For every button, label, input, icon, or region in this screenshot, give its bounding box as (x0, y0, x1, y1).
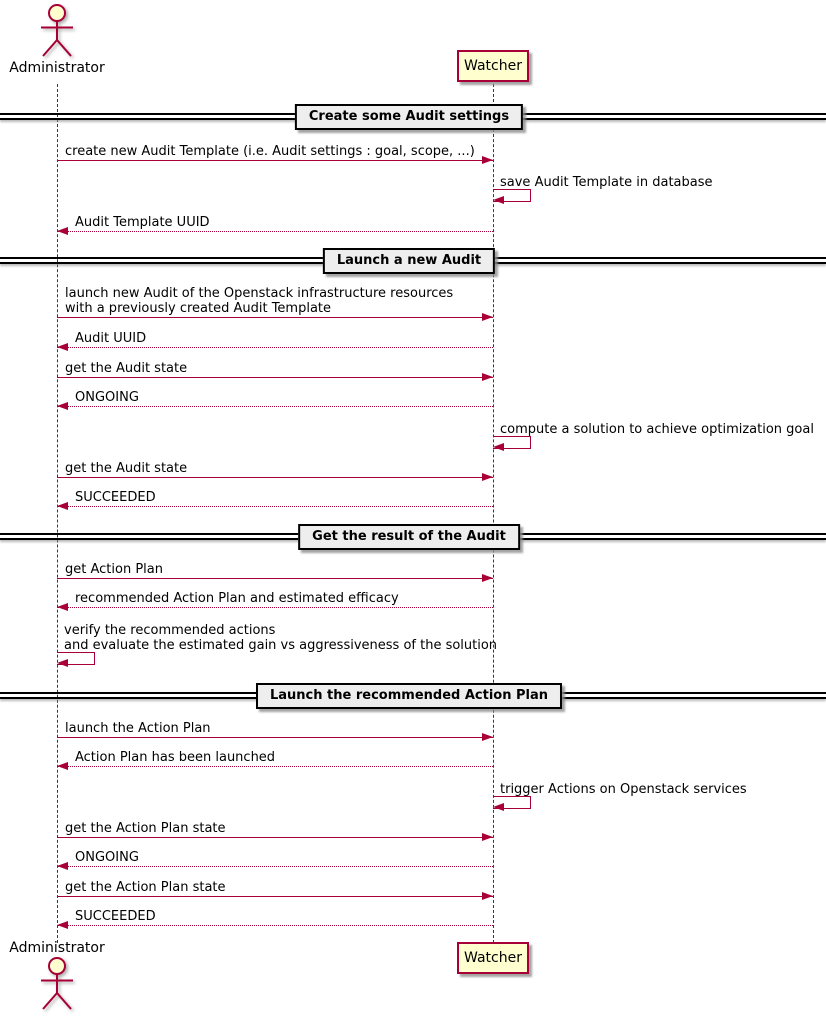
message-label (65, 461, 187, 476)
message-label (65, 144, 475, 159)
divider-title (295, 104, 523, 130)
message-text-line: save Audit Template in database (500, 175, 713, 190)
message-label (65, 361, 187, 376)
message-line (57, 896, 493, 897)
divider-title (323, 248, 495, 274)
message-label (75, 850, 139, 865)
self-message-label (500, 782, 747, 797)
message-label (75, 390, 139, 405)
arrow-left-icon (57, 343, 68, 351)
message-text-line: SUCCEEDED (75, 490, 156, 505)
actor-administrator-bottom (0, 941, 117, 1014)
message-label (65, 286, 453, 316)
divider-title (298, 524, 520, 550)
message-text-line: ONGOING (75, 850, 139, 865)
actor-administrator-top (0, 3, 117, 76)
message-text-line: launch the Action Plan (65, 721, 211, 736)
arrow-left-icon (57, 862, 68, 870)
participant-label: Watcher (464, 950, 522, 966)
participant-label: Watcher (464, 58, 522, 74)
message-text-line: and evaluate the estimated gain vs aggressiveness of the solution (64, 638, 498, 653)
arrow-left-icon (57, 227, 68, 235)
message-label (75, 215, 210, 230)
arrow-right-icon (482, 313, 493, 321)
message-label (65, 880, 226, 895)
message-line (57, 607, 493, 608)
message-line (57, 317, 493, 318)
self-message-label (64, 623, 497, 653)
arrow-right-icon (482, 892, 493, 900)
arrow-left-icon (57, 659, 68, 667)
arrow-right-icon (482, 373, 493, 381)
message-line (57, 477, 493, 478)
actor-stick-figure-icon (34, 3, 80, 61)
message-text-line: get the Audit state (65, 361, 188, 376)
message-line (57, 737, 493, 738)
arrow-left-icon (57, 402, 68, 410)
arrow-right-icon (482, 473, 493, 481)
participant-watcher-bottom (457, 942, 529, 974)
arrow-left-icon (57, 502, 68, 510)
message-text-line: get the Action Plan state (65, 821, 226, 836)
arrow-left-icon (493, 196, 504, 204)
self-message-label (500, 422, 814, 437)
arrow-left-icon (57, 762, 68, 770)
message-text-line: get the Audit state (65, 461, 188, 476)
message-text-line: SUCCEEDED (75, 909, 156, 924)
message-text-line: Audit UUID (75, 331, 147, 346)
message-text-line: Action Plan has been launched (75, 750, 276, 765)
message-text-line: create new Audit Template (i.e. Audit settings : goal, scope, ...) (65, 144, 475, 159)
divider-label: Launch the recommended Action Plan (269, 688, 549, 703)
message-text-line: trigger Actions on Openstack services (500, 782, 747, 797)
message-line (57, 406, 493, 407)
divider-label: Launch a new Audit (336, 253, 482, 268)
message-line (57, 925, 493, 926)
arrow-right-icon (482, 833, 493, 841)
message-line (57, 866, 493, 867)
message-line (57, 377, 493, 378)
message-label (75, 331, 146, 346)
divider-title (256, 683, 562, 709)
lifeline-watcher (493, 84, 494, 943)
actor-label: Administrator (9, 60, 105, 76)
message-label (65, 562, 163, 577)
message-text-line: launch new Audit of the Openstack infrastructure resources (65, 286, 454, 301)
self-message-label (500, 175, 713, 190)
message-line (57, 578, 493, 579)
message-text-line: get the Action Plan state (65, 880, 226, 895)
message-text-line: Audit Template UUID (75, 215, 210, 230)
lifeline-administrator (57, 84, 58, 943)
actor-stick-figure-icon (34, 956, 80, 1014)
message-text-line: get Action Plan (65, 562, 163, 577)
message-text-line: verify the recommended actions (64, 623, 276, 638)
message-text-line: with a previously created Audit Template (65, 301, 332, 316)
message-label (75, 490, 156, 505)
message-line (57, 231, 493, 232)
message-label (75, 909, 156, 924)
arrow-right-icon (482, 156, 493, 164)
message-label (75, 750, 275, 765)
message-text-line: ONGOING (75, 390, 139, 405)
message-line (57, 766, 493, 767)
participant-watcher-top (457, 50, 529, 82)
arrow-left-icon (57, 603, 68, 611)
message-label (75, 591, 399, 606)
actor-label: Administrator (9, 940, 105, 956)
message-label (65, 721, 211, 736)
message-label (65, 821, 226, 836)
message-text-line: recommended Action Plan and estimated efficacy (75, 591, 399, 606)
message-line (57, 837, 493, 838)
message-line (57, 160, 493, 161)
divider-label: Get the result of the Audit (312, 529, 506, 544)
arrow-left-icon (493, 803, 504, 811)
arrow-left-icon (57, 921, 68, 929)
arrow-right-icon (482, 733, 493, 741)
divider-label: Create some Audit settings (308, 109, 510, 124)
arrow-left-icon (493, 443, 504, 451)
arrow-right-icon (482, 574, 493, 582)
message-text-line: compute a solution to achieve optimization goal (500, 422, 814, 437)
message-line (57, 347, 493, 348)
message-line (57, 506, 493, 507)
